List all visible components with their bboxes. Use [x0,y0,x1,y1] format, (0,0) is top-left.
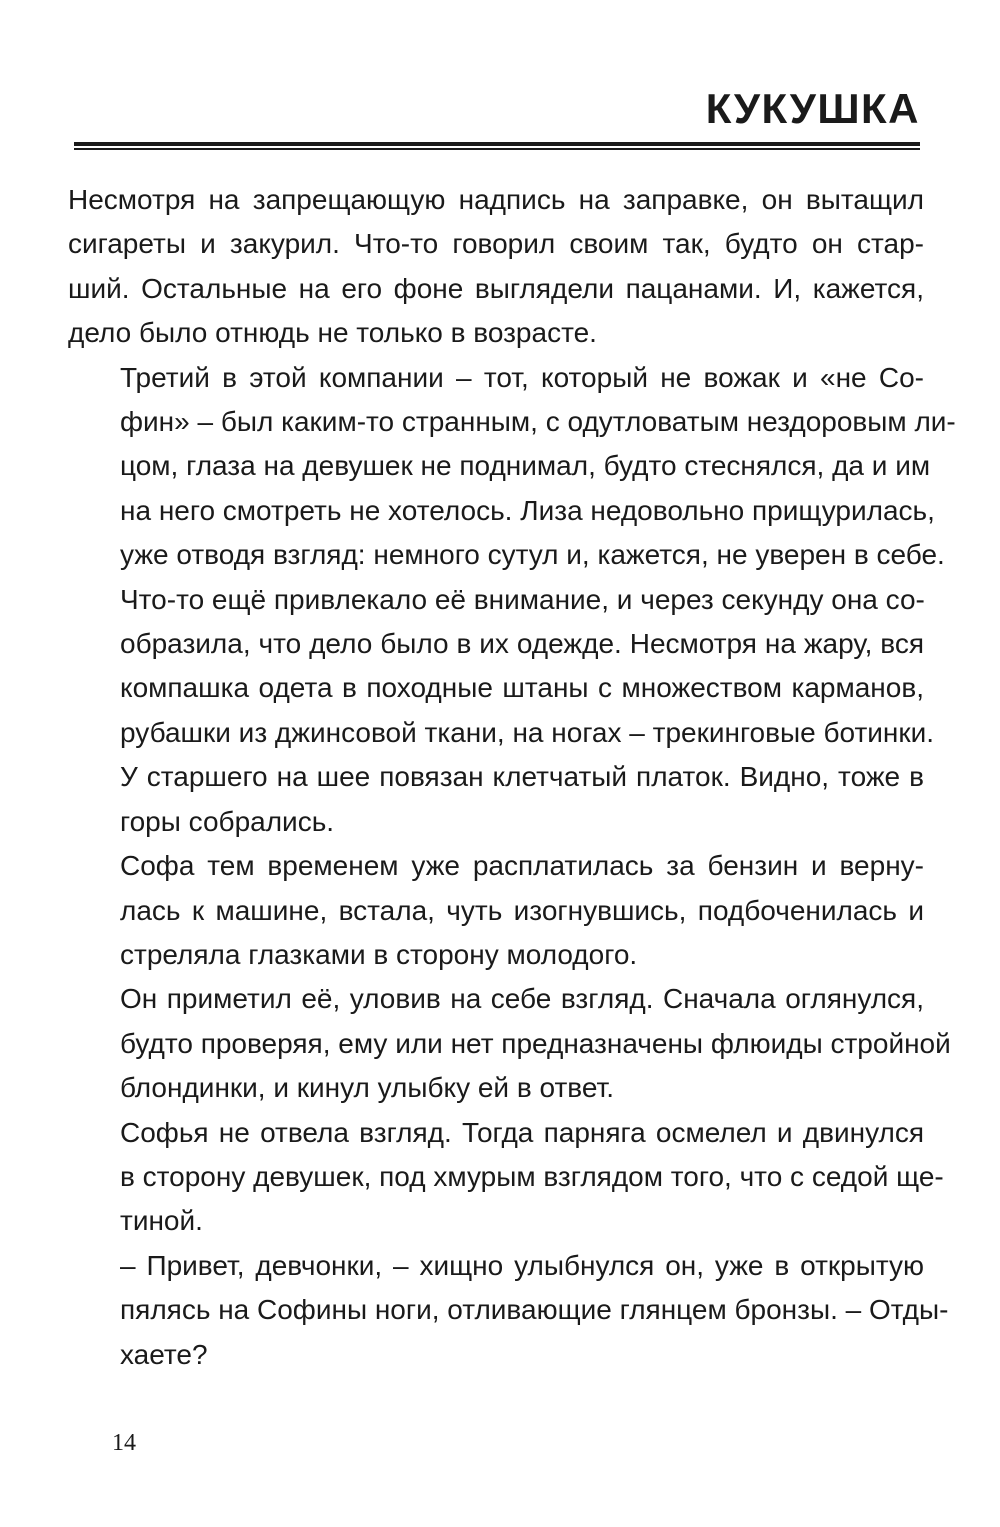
title-rule [74,142,920,152]
paragraph [68,1111,944,1244]
text-line: цом, глаза на девушек не поднимал, будто стеснялся, да и им [120,450,931,482]
text-line: ший. Остальные на его фоне выглядели пацанами. И, кажется, [68,272,924,304]
text-line: фин» – был каким-то странным, с одутловатым нездоровым ли- [120,406,956,438]
text-line: хаете? [120,1338,208,1370]
paragraph [68,178,924,356]
paragraph [68,844,924,977]
text-line: пялясь на Софины ноги, отливающие глянцем бронзы. – Отды- [120,1294,949,1326]
text-line: – Привет, девчонки, – хищно улыбнулся он, уже в открытую [120,1249,924,1281]
text-line: У старшего на шее повязан клетчатый платок. Видно, тоже в [120,761,924,793]
text-line: Что-то ещё привлекало её внимание, и через секунду она со- [120,583,925,615]
text-line: будто проверяя, ему или нет предназначены флюиды стройной [120,1027,951,1059]
text-line: лась к машине, встала, чуть изогнувшись, подбоченилась и [120,894,924,926]
text-line: горы собрались. [120,805,335,837]
text-line: Софа тем временем уже расплатилась за бензин и верну- [120,850,924,882]
text-line: Несмотря на запрещающую надпись на заправке, он вытащил [68,184,924,215]
text-line: дело было отнюдь не только в возрасте. [68,317,597,349]
paragraph [68,356,956,844]
text-line: тиной. [120,1205,203,1237]
text-line: образила, что дело было в их одежде. Несмотря на жару, вся [120,628,924,660]
text-line: в сторону девушек, под хмурым взглядом того, что с седой ще- [120,1160,944,1192]
text-line: на него смотреть не хотелось. Лиза недовольно прищурилась, [120,494,935,526]
title-rule-thin [74,148,920,150]
page-title: КУКУШКА [705,85,920,132]
text-line: компашка одета в походные штаны с множеством карманов, [120,672,924,704]
body-text [68,178,956,1377]
text-line: сигареты и закурил. Что-то говорил своим так, будто он стар- [68,228,924,260]
paragraph [68,1244,949,1377]
text-line: Он приметил её, уловив на себе взгляд. Сначала оглянулся, [120,983,924,1015]
title-rule-thick [74,142,920,146]
paragraph [68,977,951,1110]
text-line: блондинки, и кинул улыбку ей в ответ. [120,1072,614,1104]
text-line: уже отводя взгляд: немного сутул и, кажется, не уверен в себе. [120,539,945,571]
text-line: стреляла глазками в сторону молодого. [120,938,638,970]
page-number: 14 [112,1430,136,1456]
text-line: Третий в этой компании – тот, который не вожак и «не Со- [120,361,924,393]
text-line: Софья не отвела взгляд. Тогда парняга осмелел и двинулся [120,1116,924,1148]
text-line: рубашки из джинсовой ткани, на ногах – трекинговые ботинки. [120,716,935,748]
